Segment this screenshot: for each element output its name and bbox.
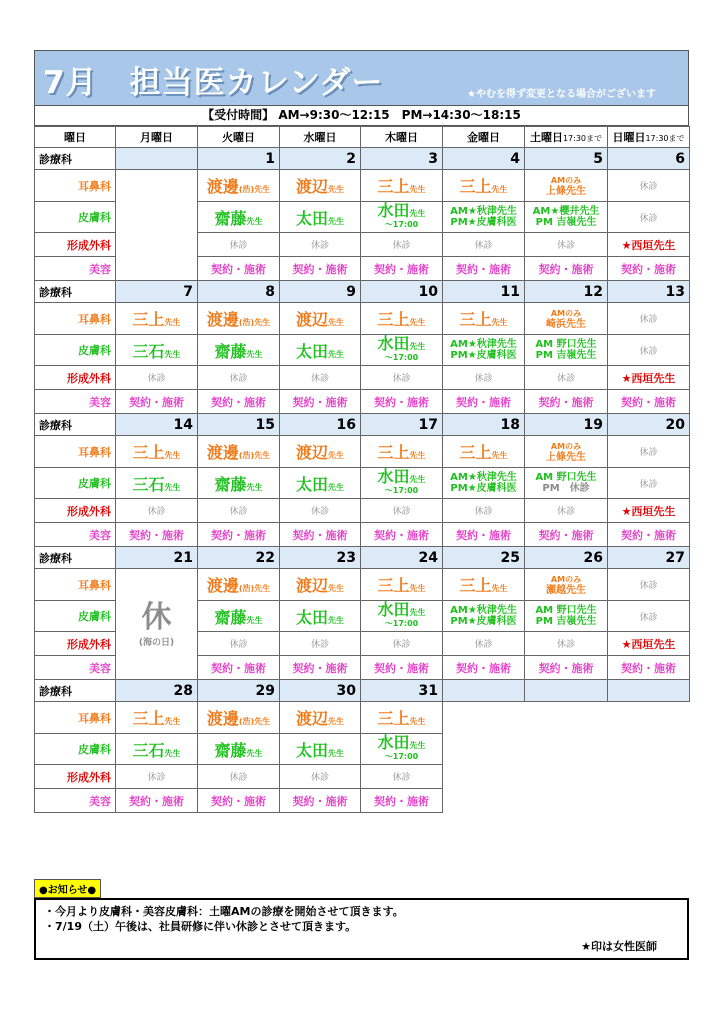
date-cell: 11	[443, 281, 525, 303]
tue-plastic: 休診	[198, 233, 280, 257]
sat-derm: AM 野口先生 PM 吉嶺先生	[525, 335, 608, 366]
ent-label: 耳鼻科	[35, 702, 116, 734]
ent-row	[35, 569, 690, 601]
mon-beauty: 契約・施術	[116, 390, 198, 414]
beauty-row	[35, 523, 690, 547]
day-header-row	[35, 127, 690, 148]
wed-ent: 渡辺先生	[280, 170, 361, 202]
day-header-4: 木曜日	[361, 127, 443, 148]
tue-beauty: 契約・施術	[198, 656, 280, 680]
calendar-page	[34, 50, 689, 813]
day-header-6: 土曜日17:30まで	[525, 127, 608, 148]
date-cell: 20	[608, 414, 690, 436]
change-note: ★やむを得ず変更となる場合がございます	[467, 89, 656, 100]
sat-plastic: 休診	[525, 366, 608, 390]
date-cell: 7	[116, 281, 198, 303]
fri-beauty: 契約・施術	[443, 390, 525, 414]
thu-beauty: 契約・施術	[361, 257, 443, 281]
date-cell: 5	[525, 148, 608, 170]
plastic-label: 形成外科	[35, 499, 116, 523]
date-cell: 27	[608, 547, 690, 569]
sun-derm: 休診	[608, 601, 690, 632]
sat-ent: AMのみ 上條先生	[525, 436, 608, 468]
date-cell	[443, 680, 525, 702]
date-row	[35, 547, 690, 569]
wed-derm: 太田先生	[280, 734, 361, 765]
fri-derm: AM★秋津先生 PM★皮膚科医	[443, 468, 525, 499]
date-cell: 8	[198, 281, 280, 303]
date-cell	[608, 680, 690, 702]
tue-derm: 齋藤先生	[198, 734, 280, 765]
date-cell: 19	[525, 414, 608, 436]
wed-derm: 太田先生	[280, 468, 361, 499]
date-cell: 1	[198, 148, 280, 170]
date-cell: 14	[116, 414, 198, 436]
thu-derm: 水田先生 ～17:00	[361, 202, 443, 233]
day-header-2: 火曜日	[198, 127, 280, 148]
sun-derm: 休診	[608, 335, 690, 366]
date-row	[35, 680, 690, 702]
date-cell: 17	[361, 414, 443, 436]
sat-plastic: 休診	[525, 233, 608, 257]
ent-label: 耳鼻科	[35, 569, 116, 601]
fri-plastic: 休診	[443, 233, 525, 257]
fri-ent: 三上先生	[443, 569, 525, 601]
thu-plastic: 休診	[361, 233, 443, 257]
fri-ent: 三上先生	[443, 303, 525, 335]
monday-empty-cell	[116, 170, 198, 281]
ent-row	[35, 170, 690, 202]
date-cell: 10	[361, 281, 443, 303]
date-cell: 22	[198, 547, 280, 569]
day-header-1: 月曜日	[116, 127, 198, 148]
sun-ent: 休診	[608, 569, 690, 601]
tue-beauty: 契約・施術	[198, 789, 280, 813]
dept-label: 診療科	[35, 547, 116, 569]
derm-row	[35, 335, 690, 366]
sun-derm: 休診	[608, 468, 690, 499]
date-row	[35, 414, 690, 436]
mon-plastic: 休診	[116, 499, 198, 523]
date-cell: 16	[280, 414, 361, 436]
wed-plastic: 休診	[280, 765, 361, 789]
thu-beauty: 契約・施術	[361, 656, 443, 680]
plastic-label: 形成外科	[35, 765, 116, 789]
mon-derm: 三石先生	[116, 734, 198, 765]
beauty-label: 美容	[35, 523, 116, 547]
date-cell: 29	[198, 680, 280, 702]
wed-ent: 渡辺先生	[280, 702, 361, 734]
wed-derm: 太田先生	[280, 202, 361, 233]
tue-plastic: 休診	[198, 499, 280, 523]
sat-ent: AMのみ 瀬越先生	[525, 569, 608, 601]
dept-label: 診療科	[35, 148, 116, 170]
tue-beauty: 契約・施術	[198, 523, 280, 547]
mon-beauty: 契約・施術	[116, 523, 198, 547]
date-cell	[525, 680, 608, 702]
sun-beauty: 契約・施術	[608, 257, 690, 281]
date-cell: 28	[116, 680, 198, 702]
thu-ent: 三上先生	[361, 569, 443, 601]
tue-derm: 齋藤先生	[198, 601, 280, 632]
beauty-label: 美容	[35, 390, 116, 414]
wed-ent: 渡辺先生	[280, 303, 361, 335]
fri-derm: AM★秋津先生 PM★皮膚科医	[443, 202, 525, 233]
sat-ent: AMのみ 上條先生	[525, 170, 608, 202]
date-cell: 6	[608, 148, 690, 170]
date-cell: 24	[361, 547, 443, 569]
thu-plastic: 休診	[361, 499, 443, 523]
mon-plastic: 休診	[116, 366, 198, 390]
thu-plastic: 休診	[361, 632, 443, 656]
sun-beauty: 契約・施術	[608, 390, 690, 414]
sat-beauty: 契約・施術	[525, 523, 608, 547]
ent-label: 耳鼻科	[35, 170, 116, 202]
tue-beauty: 契約・施術	[198, 390, 280, 414]
date-cell: 9	[280, 281, 361, 303]
tue-plastic: 休診	[198, 366, 280, 390]
date-row	[35, 281, 690, 303]
sat-beauty: 契約・施術	[525, 257, 608, 281]
tue-plastic: 休診	[198, 632, 280, 656]
dept-label: 診療科	[35, 414, 116, 436]
wed-plastic: 休診	[280, 366, 361, 390]
beauty-label: 美容	[35, 656, 116, 680]
fri-derm: AM★秋津先生 PM★皮膚科医	[443, 335, 525, 366]
date-cell: 25	[443, 547, 525, 569]
derm-label: 皮膚科	[35, 734, 116, 765]
derm-label: 皮膚科	[35, 202, 116, 233]
fri-ent: 三上先生	[443, 436, 525, 468]
date-cell: 18	[443, 414, 525, 436]
ent-row	[35, 702, 690, 734]
date-cell: 3	[361, 148, 443, 170]
notice-section	[34, 878, 689, 960]
calendar-header	[34, 50, 689, 106]
mon-beauty: 契約・施術	[116, 789, 198, 813]
date-cell: 15	[198, 414, 280, 436]
date-row	[35, 148, 690, 170]
derm-row	[35, 468, 690, 499]
sun-plastic: ★西垣先生	[608, 499, 690, 523]
date-cell: 23	[280, 547, 361, 569]
wed-plastic: 休診	[280, 632, 361, 656]
thu-ent: 三上先生	[361, 303, 443, 335]
fri-plastic: 休診	[443, 499, 525, 523]
day-header-0: 曜日	[35, 127, 116, 148]
thu-derm: 水田先生 ～17:00	[361, 734, 443, 765]
wed-plastic: 休診	[280, 499, 361, 523]
wed-ent: 渡辺先生	[280, 569, 361, 601]
wed-beauty: 契約・施術	[280, 523, 361, 547]
tue-ent: 渡邊(浩)先生	[198, 436, 280, 468]
beauty-row	[35, 390, 690, 414]
thu-derm: 水田先生 ～17:00	[361, 468, 443, 499]
day-header-7: 日曜日17:30まで	[608, 127, 690, 148]
derm-label: 皮膚科	[35, 601, 116, 632]
notice-tag: ●お知らせ●	[34, 879, 101, 898]
sat-beauty: 契約・施術	[525, 390, 608, 414]
mon-derm: 三石先生	[116, 335, 198, 366]
sun-beauty: 契約・施術	[608, 523, 690, 547]
date-cell: 21	[116, 547, 198, 569]
ent-row	[35, 303, 690, 335]
plastic-label: 形成外科	[35, 233, 116, 257]
ent-row	[35, 436, 690, 468]
sun-ent: 休診	[608, 436, 690, 468]
wed-beauty: 契約・施術	[280, 257, 361, 281]
fri-plastic: 休診	[443, 366, 525, 390]
date-cell: 30	[280, 680, 361, 702]
sun-ent: 休診	[608, 170, 690, 202]
wed-derm: 太田先生	[280, 601, 361, 632]
thu-ent: 三上先生	[361, 170, 443, 202]
fri-beauty: 契約・施術	[443, 656, 525, 680]
ent-label: 耳鼻科	[35, 303, 116, 335]
thu-plastic: 休診	[361, 765, 443, 789]
derm-label: 皮膚科	[35, 335, 116, 366]
fri-ent: 三上先生	[443, 170, 525, 202]
sat-beauty: 契約・施術	[525, 656, 608, 680]
plastic-label: 形成外科	[35, 366, 116, 390]
sat-plastic: 休診	[525, 499, 608, 523]
wed-derm: 太田先生	[280, 335, 361, 366]
wed-beauty: 契約・施術	[280, 789, 361, 813]
mon-plastic: 休診	[116, 765, 198, 789]
dept-label: 診療科	[35, 680, 116, 702]
thu-ent: 三上先生	[361, 702, 443, 734]
fri-beauty: 契約・施術	[443, 257, 525, 281]
wed-ent: 渡辺先生	[280, 436, 361, 468]
beauty-label: 美容	[35, 257, 116, 281]
thu-derm: 水田先生 ～17:00	[361, 601, 443, 632]
notice-line-2: ・7/19（土）午後は、社員研修に伴い休診とさせて頂きます。	[44, 920, 357, 933]
thu-beauty: 契約・施術	[361, 523, 443, 547]
holiday-cell: 休 (海の日)	[116, 569, 198, 680]
mon-ent: 三上先生	[116, 436, 198, 468]
dept-label: 診療科	[35, 281, 116, 303]
notice-line-1: ・今月より皮膚科・美容皮膚科：土曜AMの診療を開始させて頂きます。	[44, 905, 404, 918]
tue-beauty: 契約・施術	[198, 257, 280, 281]
tue-ent: 渡邊(浩)先生	[198, 569, 280, 601]
thu-ent: 三上先生	[361, 436, 443, 468]
mon-derm: 三石先生	[116, 468, 198, 499]
tue-derm: 齋藤先生	[198, 335, 280, 366]
wed-plastic: 休診	[280, 233, 361, 257]
sun-plastic: ★西垣先生	[608, 632, 690, 656]
date-cell: 13	[608, 281, 690, 303]
sat-plastic: 休診	[525, 632, 608, 656]
tue-ent: 渡邊(浩)先生	[198, 303, 280, 335]
tue-ent: 渡邊(浩)先生	[198, 702, 280, 734]
wed-beauty: 契約・施術	[280, 656, 361, 680]
sat-derm: AM★櫻井先生 PM 吉嶺先生	[525, 202, 608, 233]
tue-derm: 齋藤先生	[198, 202, 280, 233]
mon-ent: 三上先生	[116, 303, 198, 335]
page-title: 7月 担当医カレンダー	[43, 65, 384, 101]
sat-derm: AM 野口先生 PM 吉嶺先生	[525, 601, 608, 632]
tue-plastic: 休診	[198, 765, 280, 789]
thu-beauty: 契約・施術	[361, 390, 443, 414]
plastic-row	[35, 366, 690, 390]
notice-box	[34, 898, 689, 960]
fri-plastic: 休診	[443, 632, 525, 656]
fri-beauty: 契約・施術	[443, 523, 525, 547]
date-cell: 4	[443, 148, 525, 170]
tue-derm: 齋藤先生	[198, 468, 280, 499]
schedule-table	[34, 126, 690, 813]
sun-derm: 休診	[608, 202, 690, 233]
date-cell: 2	[280, 148, 361, 170]
notice-legend: ★印は女性医師	[581, 940, 657, 953]
tue-ent: 渡邊(浩)先生	[198, 170, 280, 202]
reception-hours: 【受付時間】 AM→9:30～12:15 PM→14:30～18:15	[34, 106, 689, 126]
sun-plastic: ★西垣先生	[608, 366, 690, 390]
plastic-row	[35, 499, 690, 523]
plastic-label: 形成外科	[35, 632, 116, 656]
beauty-label: 美容	[35, 789, 116, 813]
thu-beauty: 契約・施術	[361, 789, 443, 813]
mon-ent: 三上先生	[116, 702, 198, 734]
sun-beauty: 契約・施術	[608, 656, 690, 680]
sun-plastic: ★西垣先生	[608, 233, 690, 257]
sat-ent: AMのみ 崎浜先生	[525, 303, 608, 335]
sun-ent: 休診	[608, 303, 690, 335]
ent-label: 耳鼻科	[35, 436, 116, 468]
derm-label: 皮膚科	[35, 468, 116, 499]
date-cell: 26	[525, 547, 608, 569]
sat-derm: AM 野口先生 PM 休診	[525, 468, 608, 499]
fri-derm: AM★秋津先生 PM★皮膚科医	[443, 601, 525, 632]
wed-beauty: 契約・施術	[280, 390, 361, 414]
day-header-5: 金曜日	[443, 127, 525, 148]
day-header-3: 水曜日	[280, 127, 361, 148]
thu-plastic: 休診	[361, 366, 443, 390]
thu-derm: 水田先生 ～17:00	[361, 335, 443, 366]
date-cell	[116, 148, 198, 170]
empty-area	[443, 702, 690, 813]
date-cell: 31	[361, 680, 443, 702]
date-cell: 12	[525, 281, 608, 303]
